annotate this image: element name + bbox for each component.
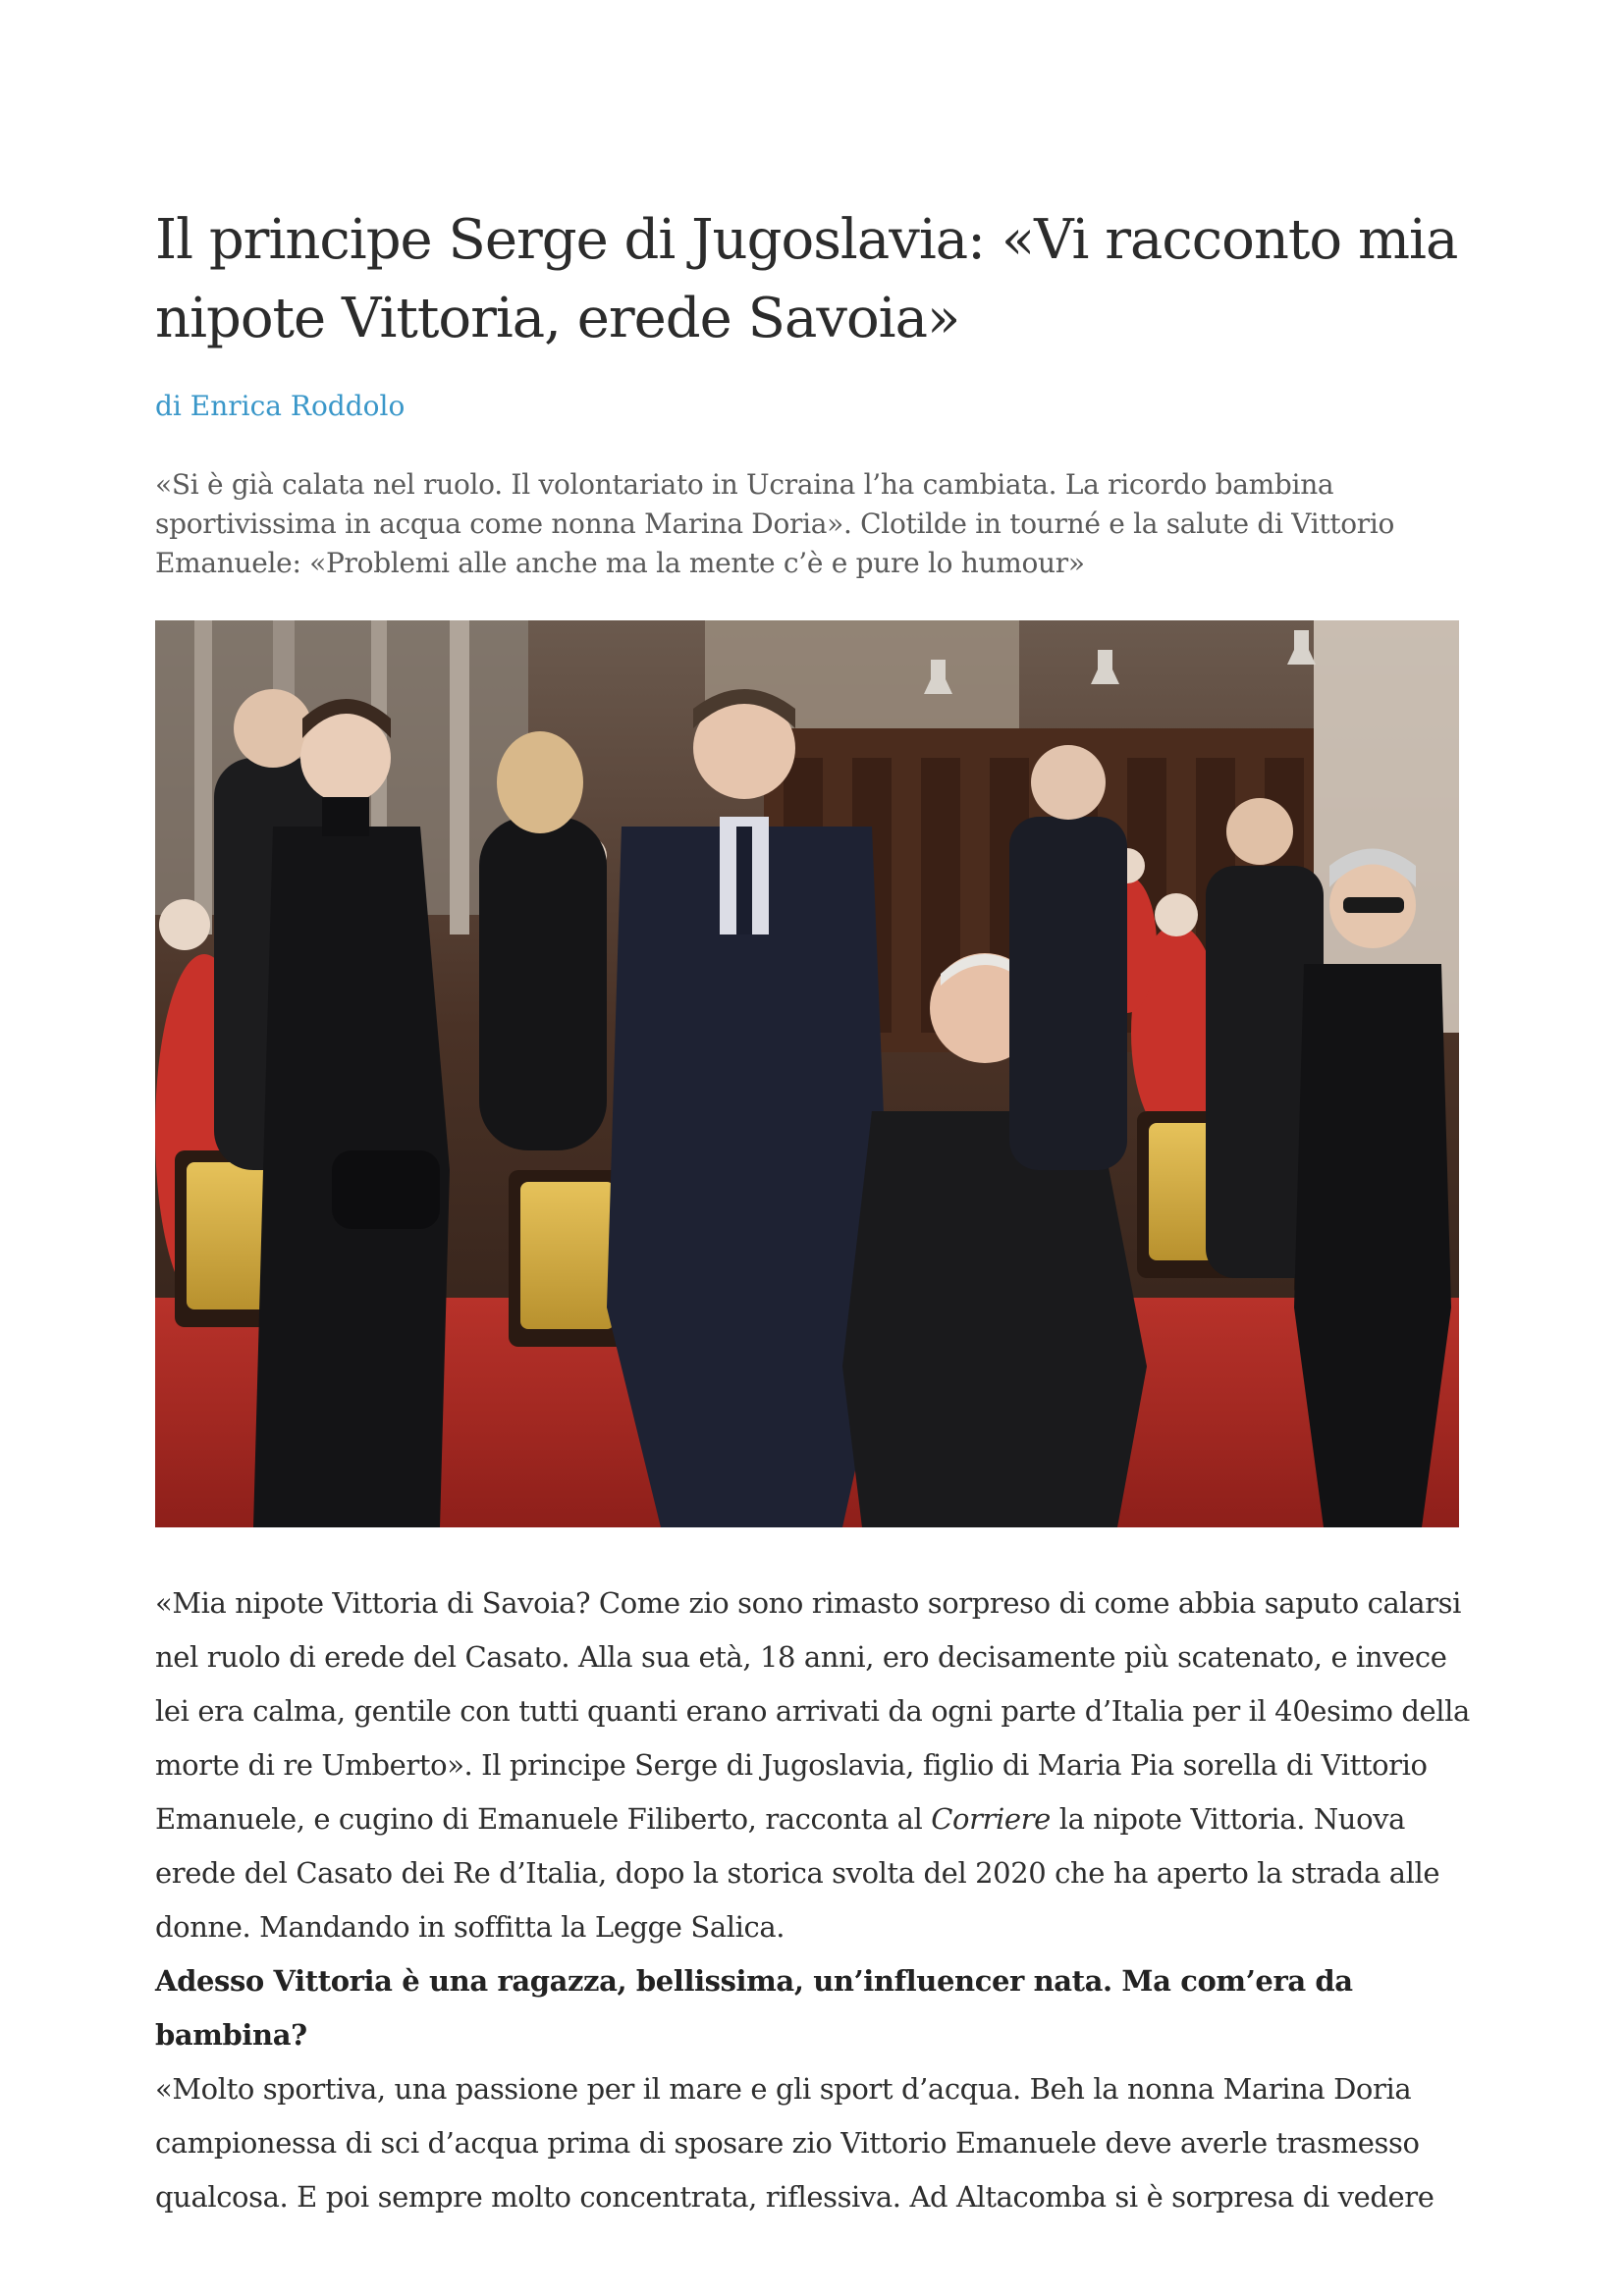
interview-question-1: Adesso Vittoria è una ragazza, bellissima, un’influencer nata. Ma com’era da bambina? [155,1964,1353,2052]
newspaper-name: Corriere [931,1802,1051,1836]
interview-answer-1: «Molto sportiva, una passione per il mare e gli sport d’acqua. Beh la nonna Marina Doria campionessa di sci d’acqua prima di sposare zio Vittorio Emanuele deve averle trasmesso qualcosa. E poi sempre molto concentrata, riflessiva. Ad Altacomba si è sorpresa di vedere [155,2072,1435,2214]
cathedral-ceremony-photo [155,620,1459,1527]
photo-illustration [155,620,1459,1527]
article-headline: Il principe Serge di Jugoslavia: «Vi racconto mia nipote Vittoria, erede Savoia» [155,208,1458,350]
article-body [155,1576,1481,2224]
paragraph-1 [155,1576,1481,1954]
author-byline[interactable]: di Enrica Roddolo [155,390,406,422]
paragraph-1-after: la nipote Vittoria. Nuova erede del Casato dei Re d’Italia, dopo la storica svolta del 2020 che ha aperto la strada alle donne. Mandando in soffitta la Legge Salica. [155,1802,1440,1944]
article-standfirst: «Si è già calata nel ruolo. Il volontariato in Ucraina l’ha cambiata. La ricordo bambina sportivissima in acqua come nonna Marina Doria». Clotilde in tourné e la salute di Vittorio Emanuele: «Problemi alle anche ma la mente c’è e pure lo humour» [155,468,1395,579]
paragraph-1-before: «Mia nipote Vittoria di Savoia? Come zio sono rimasto sorpreso di come abbia saputo calarsi nel ruolo di erede del Casato. Alla sua età, 18 anni, ero decisamente più scatenato, e invece lei era calma, gentile con tutti quanti erano arrivati da ogni parte d’Italia per il 40esimo della morte di re Umberto». Il principe Serge di Jugoslavia, figlio di Maria Pia sorella di Vittorio Emanuele, e cugino di Emanuele Filiberto, racconta al [155,1586,1470,1836]
